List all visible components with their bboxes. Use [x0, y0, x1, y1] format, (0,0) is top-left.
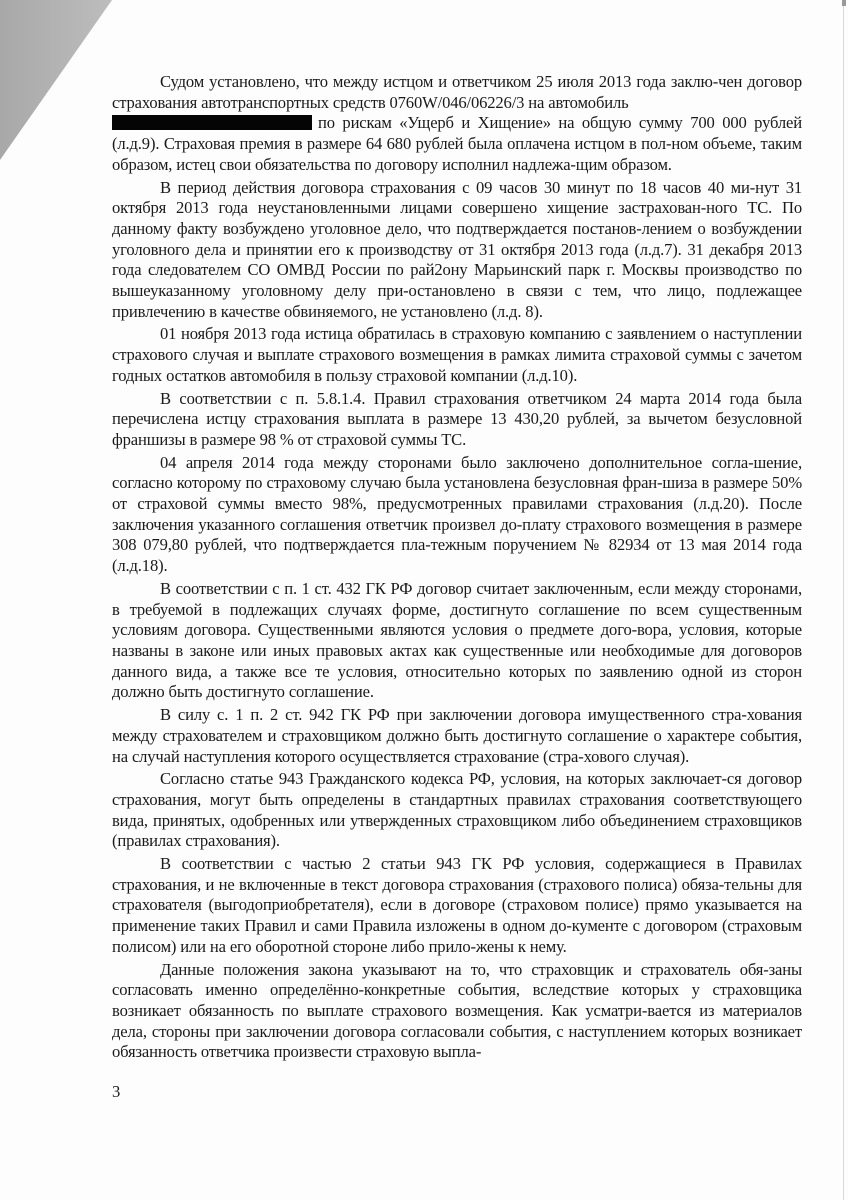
paragraph-1-text-a: Судом установлено, что между истцом и ответчиком 25 июля 2013 года заклю-чен договор страхования автотранспортных средств 0760W/046/06226/3 на автомобиль	[112, 72, 802, 112]
paragraph-1-text-b: по рискам «Ущерб и Хищение» на общую сумму 700 000 рублей (л.д.9). Страховая премия в размере 64 680 рублей была оплачена истцом в пол-ном объеме, таким образом, истец свои обязательства по договору исполнил надлежа-щим образом.	[112, 113, 802, 174]
paragraph-9: В соответствии с частью 2 статьи 943 ГК РФ условия, содержащиеся в Правилах страхования, и не включенные в текст договора страхования (страхового полиса) обяза-тельны для страхователя (выгодоприобретателя), если в договоре (страховом полисе) прямо указывается на применение таких Правил и сами Правила изложены в одном до-кументе с договором (страховым полисом) или на его оборотной стороне либо прило-жены к нему.	[112, 854, 802, 956]
redacted-block	[112, 115, 312, 130]
paragraph-5: 04 апреля 2014 года между сторонами было заключено дополнительное согла-шение, согласно которому по страховому случаю была установлена безусловная фран-шиза в размере 50% от страховой суммы вместо 98%, предусмотренных правилами страхования (л.д.20). После заключения указанного соглашения ответчик произвел до-плату страхового возмещения в размере 308 079,80 рублей, что подтверждается пла-тежным поручением № 82934 от 13 мая 2014 года (л.д.18).	[112, 452, 802, 576]
paragraph-1-redaction-line	[112, 113, 802, 175]
paragraph-4: В соответствии с п. 5.8.1.4. Правил страхования ответчиком 24 марта 2014 года была перечислена истцу страхования выплата в размере 13 430,20 рублей, за вычетом безусловной франшизы в размере 98 % от страховой суммы ТС.	[112, 388, 802, 449]
paragraph-3: 01 ноября 2013 года истица обратилась в страховую компанию с заявлением о наступлении страхового случая и выплате страхового возмещения в рамках лимита страховой суммы с зачетом годных остатков автомобиля в пользу страховой компании (л.д.10).	[112, 324, 802, 385]
document-body	[112, 72, 802, 1065]
paragraph-6: В соответствии с п. 1 ст. 432 ГК РФ договор считает заключенным, если между сторонами, в требуемой в подлежащих случаях форме, достигнуто соглашение по всем существенным условиям договора. Существенными являются условия о предмете дого-вора, условия, которые названы в законе или иных правовых актах как существенные или необходимые для договоров данного вида, а также все те условия, относительно которых по заявлению одной из сторон должно быть достигнуто соглашение.	[112, 578, 802, 702]
paragraph-8: Согласно статье 943 Гражданского кодекса РФ, условия, на которых заключает-ся договор страхования, могут быть определены в стандартных правилах страхования соответствующего вида, принятых, одобренных или утвержденных страховщиком либо объединением страховщиков (правилах страхования).	[112, 769, 802, 851]
paragraph-2: В период действия договора страхования с 09 часов 30 минут по 18 часов 40 ми-нут 31 октября 2013 года неустановленными лицами совершено хищение застрахован-ного ТС. По данному факту возбуждено уголовное дело, что подтверждается постанов-лением о возбуждении уголовного дела и принятии его к производству от 31 октября 2013 года (л.д.7). 31 декабря 2013 года следователем СО ОМВД России по рай2ону Марьинский парк г. Москвы производство по вышеуказанному уголовному делу при-остановлено в связи с тем, что лицо, подлежащее привлечению в качестве обвиняемого, не установлено (л.д. 8).	[112, 177, 802, 321]
paragraph-7: В силу с. 1 п. 2 ст. 942 ГК РФ при заключении договора имущественного стра-хования между страхователем и страховщиком должно быть достигнуто соглашение о характере события, на случай наступления которого осуществляется страхование (стра-хового случая).	[112, 705, 802, 766]
page-number: 3	[112, 1082, 121, 1101]
paragraph-10: Данные положения закона указывают на то, что страховщик и страхователь обя-заны согласовать именно определённо-конкретные события, вследствие которых у страховщика возникает обязанность по выплате страхового возмещения. Как усматри-вается из материалов дела, стороны при заключении договора согласовали события, с наступлением которых возникает обязанность ответчика произвести страховую выпла-	[112, 959, 802, 1062]
scan-corner-shadow	[0, 0, 112, 160]
scan-edge-line	[843, 0, 844, 1200]
scan-edge-mark	[842, 0, 846, 6]
paragraph-1	[112, 72, 802, 176]
